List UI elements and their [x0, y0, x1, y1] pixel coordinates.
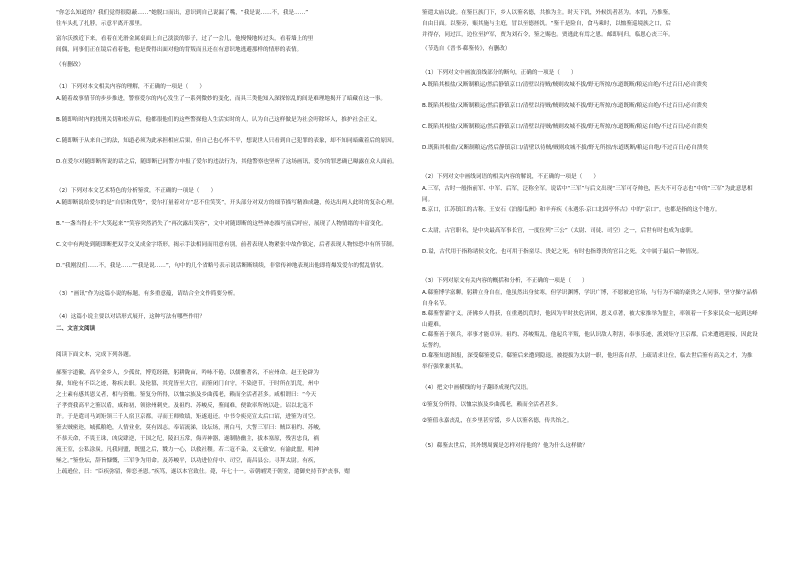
option-d: D.既陷其根盐/又断制粮运/然后静镇京口/清壁以待贼/贼则攻城不拔/野无所掠/东道既断/粮运自绝/不过百日/必自溃矣: [422, 145, 708, 151]
section-heading: 二、文言文阅读: [56, 326, 96, 332]
question-stem: （1）下列对文中画波浪线部分的断句，正确的一项是（ ）: [422, 70, 577, 76]
passage-line: 流王室，公私涂炭。凡我同盟，既盟之后，戮力一心，以救社稷。若二寇不枭，义无偷安。有渝此盟，明神: [56, 447, 319, 453]
question-stem: （2）下列对本文艺术特色的分析鉴赏，不正确的一项是（ ）: [56, 188, 217, 194]
option-b: B.“一盏当得止不“大笑起来”“笑容突然消失了“再次露出笑容”，文中对随即断的这些神态描写前后呼应，展现了人物情绪的丰富变化。: [56, 221, 387, 227]
question-stem: （3）下列对原文有关内容的概括和分析，不正确的一项是（ ）: [422, 278, 588, 284]
option-b: B.京口，江苏镇江的古称。王安石《泊船瓜洲》和辛弃疾《永遇乐·京口北固亭怀古》中的“京口”，也都是指的这个地方。: [422, 207, 721, 213]
source-note: （有删改）: [56, 62, 84, 68]
option-d: D.在爱尔对随即断所说的话之后，随即断已同警方申报了爱尔的违法行为，其他警察也坚听了这场画讯，爱尔的罪恶确已曝露在众人面前。: [56, 159, 398, 165]
question-stem: （4）把文中画横线的句子翻译成现代汉语。: [422, 385, 532, 391]
instruction-text: 阅读下面文本，完成下列各题。: [56, 352, 135, 358]
option-b: B.随即哈时内的找刑关切和松弄后，他都很他们的这些警探他人生活实时的人，认为自己这样做是为社会吁除坏人，推护社会正义。: [56, 117, 381, 123]
passage-line: 鉴遣太庙以此。在鉴巨族门下，乡人以鉴名德，共推为主。时天下饥，外候饥者甚为。本饥，乃推鉴，: [422, 10, 674, 16]
question-stem: （2）下列对文中画线词语的相关内容的解说，不正确的一项是（ ）: [422, 174, 599, 180]
option-d: D.谥，古代用于指称诸侯文化，也可用于指童尽、贵妃之死，有时也指尊贵的官吕之死，文中属于最后一种情况。: [422, 249, 703, 255]
option-a: A.郗鉴博学富聊，躬耕立身自在，他虽然出身贫寒，但学识渊博，学识广博，不愿被迫官场，与行为不端的豪贵之人同事，坚守操守品格自身名节。: [422, 290, 758, 307]
story-text-line: 往车头扎了扎脖，示意平离开那里。: [56, 21, 146, 27]
option-c: C.太尉，古官职名，是中央最高军事长官，一度位列“三公”（太尉、司徒、司空）之一，后世有时也成为虚职。: [422, 228, 697, 234]
question-stem: （3）“画讯”作为这篇小说的标题，有多重意蕴，请结合全文作简要分析。: [56, 291, 239, 297]
option-c: C.文中有两处到随即断把双手交叉成金字塔形，揭示手法相同而用意有别，前者表现人物紧张中故作镇定，后者表现人物惊恐中有所节制。: [56, 242, 398, 248]
option-a: A.随即断说给爱尔的是“自信和优势”，爱尔打量着对方“忍不住笑笑”，开头部分对双方的细节描写精准成趣，传达出两人此时的复杂心理。: [56, 200, 398, 206]
option-a: A.随着故事情节的步步推进，警察爱尔的内心发生了一系列微妙的变化，而具三类他知入深探惊乱的间是难理地揭开了暗藏在这一事。: [56, 96, 386, 102]
story-text-line: 间偶，同事们正在镜后看着他，他是费得出面对他的背叛而且还在有意识地逃避那样的情形的表情。: [56, 47, 303, 53]
passage-line: 并得存，同过江，边位至护军，贾为刘石令，鉴之赐也。贾逃此有焉之恩。邮即同归，临恩心丧三年。: [422, 32, 674, 38]
question-stem: （5）郗鉴去世后，其外甥周翼是怎样对待他的？他为什么这样做？: [422, 443, 588, 449]
option-c: C.既陷其根盐/又断制粮运/然后静镇京口/清壁以待贼/贼则攻城不拔/野无所掠/东道既断/粮运自绝/不过百日/必自溃矣: [422, 124, 708, 130]
story-text-line: 富尔沃挨近下来，看着在光滑金属桌面上自己淡淡的影子，过了一会儿，他慢慢地转过头，看着墙上的里: [56, 36, 314, 42]
option-c: C.郗鉴善于领兵，率事才能卓异。祖约、苏峻叛乱，他起兵平叛，他认识敌人利害，奉事乐迹，派刘矩守卫京都，后来遭遇迎接，因此设坛誓约。: [422, 332, 758, 349]
passage-line: 不恭天命，不畏王诛，凶戾肆逆，干国之纪，陵汩五常，侮弄神器，遂制胁幽主，拔本塞原，残害忠良，祸: [56, 436, 319, 442]
story-text-line: “你怎么知道的？我们觉得很隐蔽……”她脱口而出，意识到自己说漏了嘴，“我是说……不，我是……”: [56, 10, 309, 16]
source-note: （节选自《晋书·郗鉴传》，有删改）: [422, 46, 511, 52]
passage-line: 自由日面。以鉴旁，赈其施与主庭，冒以至德拯饥。“鉴千是险自，食马乘时，以恤鉴巡境族之口，后: [422, 21, 672, 27]
passage-line: 上疏逊位，曰：“臣疾弥留，仰恋圣恩。”疾笃，遂以本官致仕。薨，年七十一。帝朝晡哭于朝堂，遣御史持节护丧事，赗: [56, 469, 350, 475]
passage-line: 许。于是遣司马刘矩领三千人宿卫京都。寻而王师败绩，矩遂退还。中书令庾亮宣太后口诏，进鉴为司空。: [56, 414, 319, 420]
passage-line: 之士素有感其恩义者，相与资赡。鉴复分所得，以恤宗族及乡曲孤老，赖而全活者甚多。咸相谓曰：“今天: [56, 392, 317, 398]
option-c: C.随即断于从来自己的法，知道必须为此承担相应后果，但自己也心怀不平，想说世人只看到自己犯罪的表象，却不知同暗藏着后的原因。: [56, 138, 398, 144]
option-a: A.既陷其根盐/又断制粮运/然后静镇京口/清壁以待贼/贼则攻城不拔/野无所掠/东道既断/粮运自绝/不过百日/必自溃矣: [422, 82, 708, 88]
translation-sentence: ①鉴复分所得，以恤宗族及乡曲孤老，赖而全活者甚多。: [422, 402, 562, 408]
translation-sentence: ②鉴值永嘉丧乱，在乡里甚穷馁，乡人以鉴名德，传共饴之。: [422, 418, 573, 424]
option-b: B.既陷其根盐/又断制粮运/然后静镇京口/清壁以待贼/贼则攻城不拔/野无所掠/东道既断/粮运自绝/不过百日/必自溃矣: [422, 103, 708, 109]
passage-line: 郝鉴字道徽，高平金乡人，少孤贫，博览经籍，躬耕陇亩，吟咏不倦。以儒雅著名，不应州命。赵王伦辟为: [56, 370, 319, 376]
passage-line: 殛之。”鉴登坛，辞旨慷慨，三军争为用命。及苏峻平，以功进位侍中、司空，南昌县公。寻拜太尉。有疾，: [56, 458, 320, 464]
option-a: A.三军，古时一般指前军、中军、后军，泛称全军。说话中“三军”与后文出现“三军可夺帅也，匹夫不可夺志也”中的“三军”为此意思相同。: [422, 186, 753, 203]
question-stem: （1）下列对本文相关内容的理解，不正确的一项是（ ）: [56, 84, 205, 90]
option-d: D.郗鉴知恩图报，深受郗鉴爱后。郗鉴后来遭到隐退，被提拔为太尉一职，他坦荡自荐，上疏请求让位，临去世后鉴有高关之才，为推举行强掌兼其私。: [422, 353, 753, 370]
passage-line: 掾，知伦有不臣之迹，称疾去职。及伦篡，其党皆至大官，而鉴闭门自守，不染逆节。于时所在饥荒，州中: [56, 381, 319, 387]
passage-line: 子孝赍我高平之鉴以盾，咸和初，领徐州刺史。及祖约、苏峻反，鉴闻难，便欲率所统以赴。诏以北寇不: [56, 403, 314, 409]
option-d: D.“我刚没们……不，我是……”“我是说……”，句中的几个省略号表示说话断断续续，非常传神地表现出他即将爆发爱尔的慌乱情状。: [56, 263, 387, 269]
question-stem: （4）这篇小说主要以对话形式展开，这种写法有哪些作用？: [56, 314, 205, 320]
option-b: B.郗鉴誓灌守义，济佛乡人得获，在重遇饥荒时，他因为平时扶危济困，恩义卓著，被大家推举为盟主，率领着一千多家民众一起到达峄山避难。: [422, 311, 758, 328]
passage-line: 鉴去贼密迩，城孤粮绝，人情业业，莫有固志。奉诏流涕，设坛场，刑白马，大誓三军曰：贼臣祖约、苏峻，: [56, 425, 325, 431]
